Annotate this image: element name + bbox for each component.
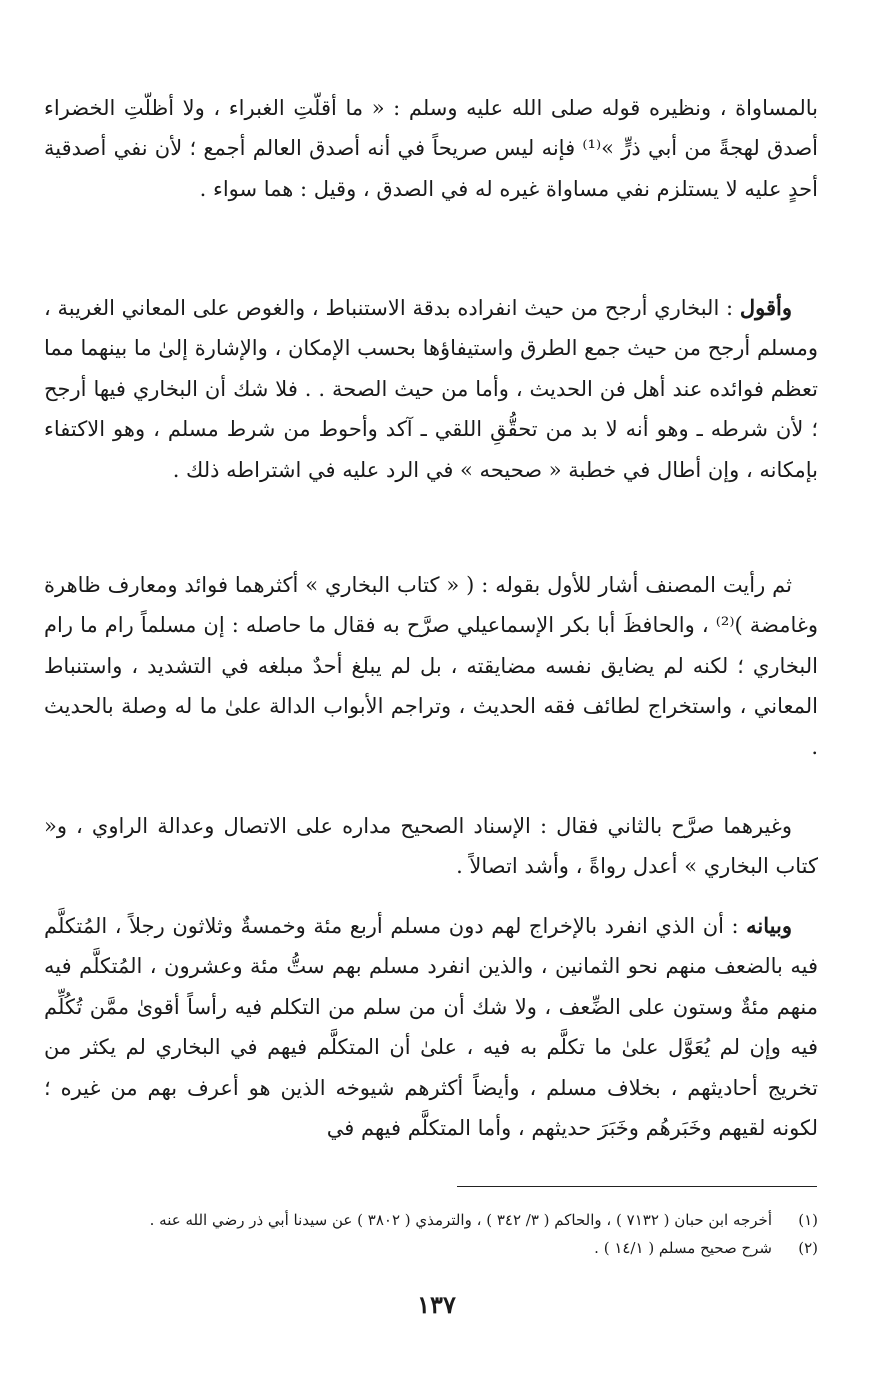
paragraph-3 [44, 565, 818, 767]
footnote-1 [60, 1206, 818, 1234]
footnote-number: (١) [798, 1211, 818, 1229]
paragraph-body: وغيرهما صرَّح بالثاني فقال : الإسناد الصحيح مداره على الاتصال وعدالة الراوي ، و« كتاب البخاري » أعدل رواةً ، وأشد اتصالاً . [44, 814, 818, 879]
paragraph-body: : البخاري أرجح من حيث انفراده بدقة الاستنباط ، والغوص على المعاني الغريبة ، ومسلم أرجح من حيث جمع الطرق واستيفاؤها بحسب الإمكان ، والإشارة إلىٰ ما بينهما مما تعظم فوائده عند أهل فن الحديث ، وأما من حيث الصحة . . فلا شك أن البخاري فيها أرجح ؛ لأن شرطه ـ وهو أنه لا بد من تحقُّقِ اللقي ـ آكد وأحوط من شرط مسلم ، وهو الاكتفاء بإمكانه ، وإن أطال في خطبة « صحيحه » في الرد عليه في اشتراطه ذلك . [44, 296, 818, 482]
paragraph-1 [44, 88, 818, 209]
paragraph-body: بالمساواة ، ونظيره قوله صلى الله عليه وسلم : « ما أقلّتِ الغبراء ، ولا أظلّتِ الخضراء أصدق لهجةً من أبي ذرٍّ »⁽¹⁾ فإنه ليس صريحاً في أنه أصدق العالم أجمع ؛ لأن نفي أصدقية أحدٍ عليه لا يستلزم نفي مساواة غيره له في الصدق ، وقيل : هما سواء . [44, 96, 818, 201]
paragraph-text [44, 906, 818, 1148]
paragraph-2 [44, 288, 818, 490]
paragraph-body: ثم رأيت المصنف أشار للأول بقوله : ( « كتاب البخاري » أكثرهما فوائد ومعارف ظاهرة وغامضة )⁽²⁾ ، والحافظَ أبا بكر الإسماعيلي صرَّح به فقال ما حاصله : إن مسلماً رام ما رام البخاري ؛ لكنه لم يضايق نفسه مضايقته ، بل لم يبلغ أحدٌ مبلغه في التشديد ، واستنباط المعاني ، واستخراج لطائف فقه الحديث ، وتراجم الأبواب الدالة علىٰ ما له وصلة بالحديث . [44, 573, 818, 759]
paragraph-body: : أن الذي انفرد بالإخراج لهم دون مسلم أربع مئة وخمسةٌ وثلاثون رجلاً ، المُتكلَّم فيه بالضعف منهم نحو الثمانين ، والذين انفرد مسلم بهم ستُّ مئة وعشرون ، المُتكلَّم فيه منهم مئةٌ وستون على الضِّعف ، ولا شك أن من سلم من التكلم فيه رأساً أقوىٰ ممَّن تُكُلِّم فيه وإن لم يُعَوَّل علىٰ ما تكلَّم به فيه ، علىٰ أن المتكلَّم فيهم في البخاري لم يكثر من تخريج أحاديثهم ، بخلاف مسلم ، وأيضاً أكثرهم شيوخه الذين هو أعرف بهم من غيره ؛ لكونه لقيهم وخَبَرهُم وخَبَرَ حديثهم ، وأما المتكلَّم فيهم في [44, 914, 818, 1141]
footnotes [60, 1206, 818, 1262]
page-number: ١٣٧ [417, 1290, 456, 1319]
footnote-number: (٢) [798, 1239, 818, 1257]
footnote-text: شرح صحيح مسلم ( ١٤/١ ) . [594, 1239, 772, 1257]
paragraph-5 [44, 906, 818, 1148]
footnote-text: أخرجه ابن حبان ( ٧١٣٢ ) ، والحاكم ( ٣/ ٣٤٢ ) ، والترمذي ( ٣٨٠٢ ) عن سيدنا أبي ذر رضي الله عنه . [149, 1211, 772, 1229]
footnote-separator [457, 1186, 817, 1187]
paragraph-lead-word: وبيانه [746, 913, 792, 938]
paragraph-4 [44, 806, 818, 887]
paragraph-text [44, 88, 818, 209]
paragraph-lead-word: وأقول [739, 295, 792, 320]
paragraph-text [44, 565, 818, 767]
paragraph-text [44, 806, 818, 887]
footnote-2 [60, 1234, 818, 1262]
paragraph-text [44, 288, 818, 490]
